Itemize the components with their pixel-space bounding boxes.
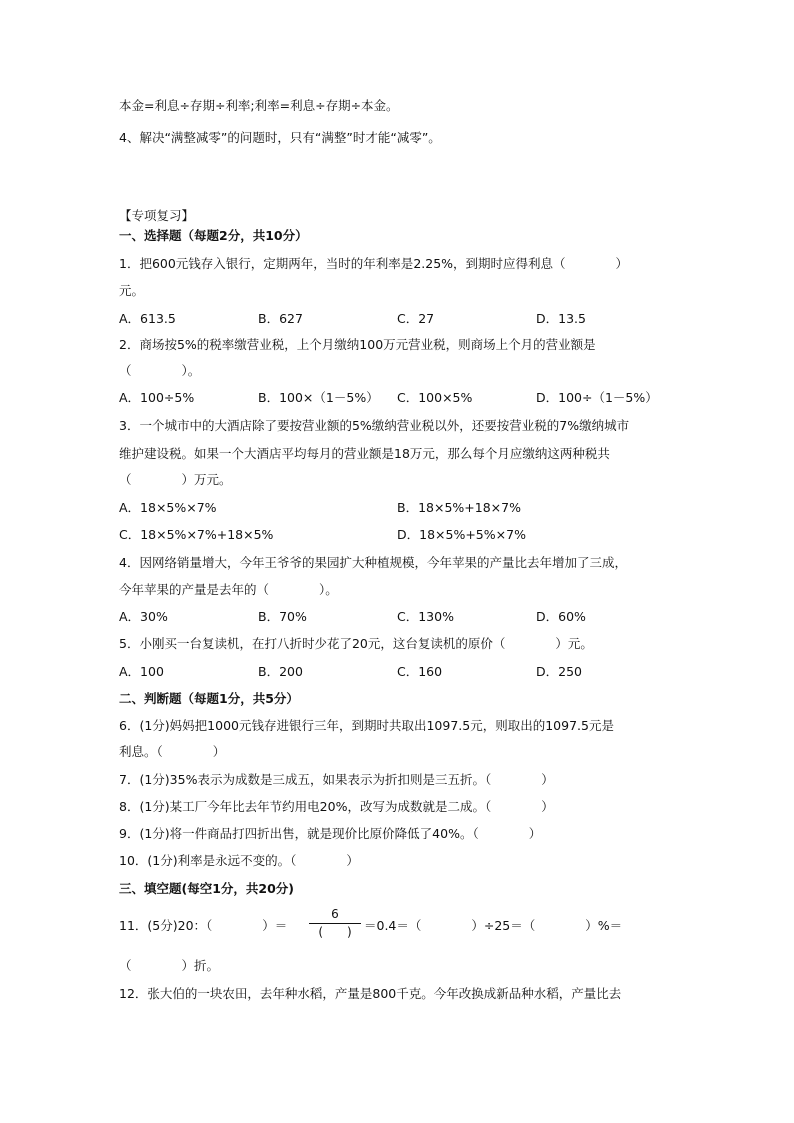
q2-option-c: C．100×5% [397,390,473,405]
q1-line-1: 1．把600元钱存入银行，定期两年，当时的年利率是2.25%，到期时应得利息（ ） [119,256,629,271]
q5-option-a: A．100 [119,664,164,679]
q1-option-a: A．613.5 [119,311,176,326]
q4-option-a: A．30% [119,609,168,624]
q4-option-d: D．60% [536,609,586,624]
q5-option-c: C．160 [397,664,443,679]
q2-option-b: B．100×（1－5%） [258,390,379,405]
q3-option-a: A．18×5%×7% [119,500,217,515]
q12-line-1: 12．张大伯的一块农田，去年种水稻，产量是800千克。今年改换成新品种水稻，产量比去 [119,986,622,1001]
q11-fraction-bar [309,923,361,924]
q3-line-1: 3．一个城市中的大酒店除了要按营业额的5%缴纳营业税以外，还要按营业税的7%缴纳城市 [119,418,630,433]
q3-option-d: D．18×5%+5%×7% [397,527,526,542]
q4-line-2: 今年苹果的产量是去年的（ ）。 [119,582,338,597]
q11-line-2: （ ）折。 [119,958,220,973]
q5-option-b: B．200 [258,664,303,679]
q1-line-2: 元。 [119,283,145,298]
part1-heading: 一、选择题（每题2分，共10分） [119,228,308,243]
q1-option-b: B．627 [258,311,303,326]
q4-option-c: C．130% [397,609,454,624]
intro-line-2: 4、解决“满整减零”的问题时，只有“满整”时才能“减零”。 [119,130,441,145]
part2-heading: 二、判断题（每题1分，共5分） [119,691,299,706]
q3-option-b: B．18×5%+18×7% [397,500,521,515]
q11-fraction [309,907,361,940]
q2-line-2: （ ）。 [119,363,201,378]
q5-line-1: 5．小刚买一台复读机，在打八折时少花了20元，这台复读机的原价（ ）元。 [119,636,593,651]
q3-line-3: （ ）万元。 [119,472,232,487]
q3-option-c: C．18×5%×7%+18×5% [119,527,274,542]
section-title: 【专项复习】 [119,208,195,223]
intro-line-1: 本金=利息÷存期÷利率;利率=利息÷存期÷本金。 [119,98,399,113]
q5-option-d: D．250 [536,664,582,679]
q6-line-1: 6．(1分)妈妈把1000元钱存进银行三年，到期时共取出1097.5元，则取出的1097.5元是 [119,718,614,733]
q6-line-2: 利息。（ ） [119,744,226,759]
part3-heading: 三、填空题(每空1分，共20分) [119,881,295,896]
q11-tail: ＝0.4＝（ ）÷25＝（ ）%＝ [364,918,623,933]
q8-line: 8．(1分)某工厂今年比去年节约用电20%，改写为成数就是二成。（ ） [119,799,554,814]
q1-option-c: C．27 [397,311,435,326]
q1-option-d: D．13.5 [536,311,586,326]
q11-fraction-denominator: ( ) [318,925,352,939]
q2-option-d: D．100÷（1－5%） [536,390,658,405]
q2-option-a: A．100÷5% [119,390,195,405]
q4-option-b: B．70% [258,609,307,624]
q2-line-1: 2．商场按5%的税率缴营业税，上个月缴纳100万元营业税，则商场上个月的营业额是 [119,337,596,352]
q7-line: 7．(1分)35%表示为成数是三成五，如果表示为折扣则是三五折。（ ） [119,772,554,787]
q4-line-1: 4．因网络销量增大，今年王爷爷的果园扩大种植规模，今年苹果的产量比去年增加了三成， [119,555,627,570]
q11-lead: 11．(5分)20：（ ）＝ [119,918,288,933]
q10-line: 10．(1分)利率是永远不变的。（ ） [119,853,359,868]
q3-line-2: 维护建设税。如果一个大酒店平均每月的营业额是18万元，那么每个月应缴纳这两种税共 [119,446,610,461]
q9-line: 9．(1分)将一件商品打四折出售，就是现价比原价降低了40%。（ ） [119,826,542,841]
q11-fraction-numerator: 6 [331,907,339,921]
